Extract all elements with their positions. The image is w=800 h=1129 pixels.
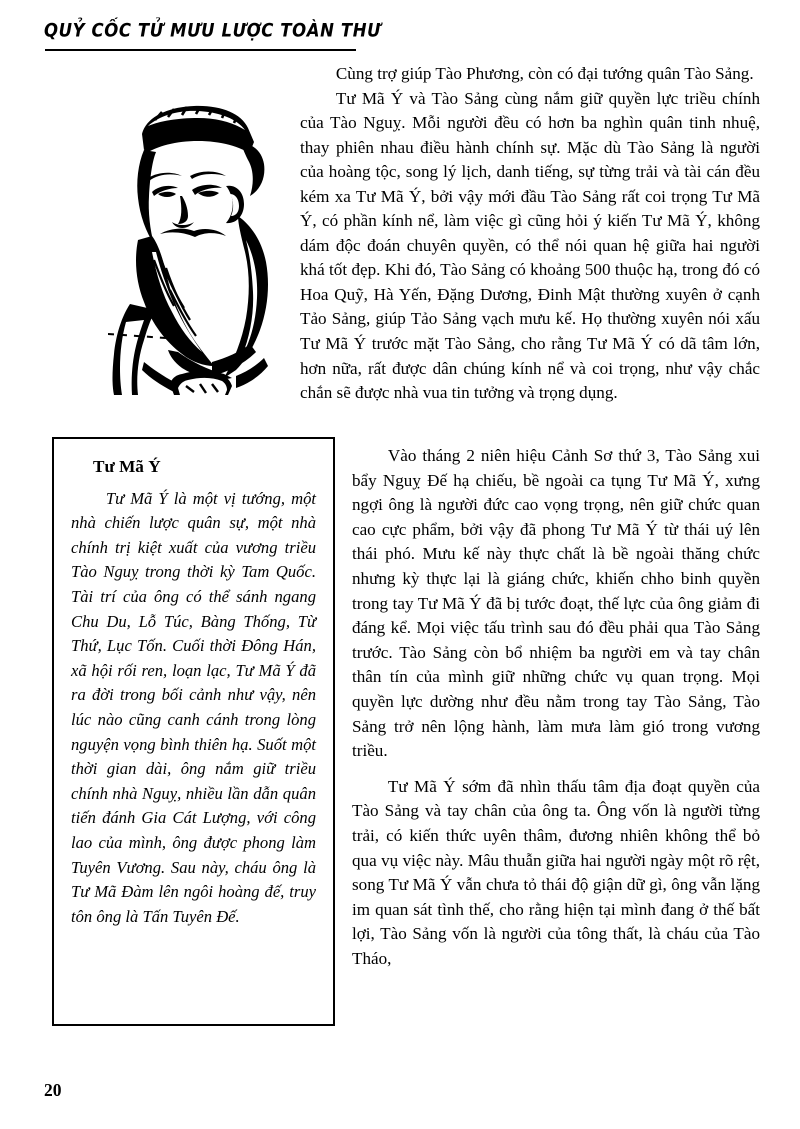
page-number: 20 bbox=[44, 1080, 62, 1100]
running-head-title: QUỶ CỐC TỬ MƯU LƯỢC TOÀN THƯ bbox=[44, 19, 382, 42]
main-text-block bbox=[52, 62, 760, 406]
sidebar-title: Tư Mã Ý bbox=[93, 457, 161, 476]
portrait-illustration bbox=[108, 90, 286, 395]
right-column-paragraph-2: Tư Mã Ý sớm đã nhìn thấu tâm địa đoạt quyền của Tào Sảng và tay chân của ông ta. Ông vốn là người từng trải, có kiến thức uyên thâm, đương nhiên không thể bỏ qua vụ việc này. Mâu thuẫn giữa hai người ngày một rõ rệt, song Tư Mã Ý vẫn chưa tỏ thái độ giận dữ gì, ông vẫn lặng im quan sát tình thế, cho rằng hiện tại mình đang ở thế bất lợi, Tào Sảng vốn là người của tông thất, là cháu của Tào Tháo, bbox=[352, 776, 760, 968]
sidebar-box-tu-ma-y bbox=[52, 437, 335, 1026]
portrait-woodcut-icon bbox=[108, 90, 286, 395]
paragraph-opening: Cùng trợ giúp Tào Phương, còn có đại tướng quân Tào Sảng. bbox=[335, 64, 754, 83]
sidebar-body-text: Tư Mã Ý là một vị tướng, một nhà chiến lược quân sự, một nhà chính trị kiệt xuất của vương triều Tào Nguỵ trong thời kỳ Tam Quốc. Tài trí của ông có thể sánh ngang Chu Du, Lỗ Túc, Bàng Thống, Từ Thứ, Lục Tốn. Cuối thời Đông Hán, xã hội rối ren, loạn lạc, Tư Mã Ý đã ra đời trong bối cảnh như vậy, nên lúc nào cũng canh cánh trong lòng nguyện vọng bình thiên hạ. Suốt một thời gian dài, ông nắm giữ triều chính nhà Nguỵ, nhiều lần dẫn quân tiến đánh Gia Cát Lượng, với công lao của mình, ông được phong làm Tuyên Vương. Sau này, cháu ông là Tư Mã Đàm lên ngôi hoàng đế, truy tôn ông là Tấn Tuyên Đế. bbox=[71, 488, 316, 926]
running-head-rule bbox=[45, 49, 356, 51]
right-column-paragraph-1: Vào tháng 2 niên hiệu Cảnh Sơ thứ 3, Tào Sảng xui bẩy Nguỵ Đế hạ chiếu, bề ngoài ca tụng Tư Mã Ý, xưng ngợi ông là người đức cao vọng trọng, nên giữ chức quan cao cực phẩm, bởi vậy đã phong Tư Mã Ý từ thái uý lên thái phó. Mưu kế này thực chất là bề ngoài thăng chức nhưng kỳ thực lại là giáng chức, khiến chho binh quyền trong tay Tư Mã Ý đã bị tước đoạt, thế lực của ông giảm đi đáng kể. Mọi việc tấu trình sau đó đều phải qua Tào Sảng trước. Tào Sảng còn bổ nhiệm ba người em và tay chân thân tín của mình giữ những chức vụ quan trọng. Mọi quyền lực dường như đều nằm trong tay Tào Sảng, Tào Sảng trở nên lộng hành, làm mưa làm gió trong vương triều. bbox=[352, 446, 760, 761]
running-head bbox=[44, 19, 382, 42]
right-column-text bbox=[352, 444, 760, 971]
two-column-region bbox=[52, 437, 760, 1037]
paragraph-main: Tư Mã Ý và Tào Sảng cùng nắm giữ quyền lực triều chính của Tào Nguỵ. Mỗi người đều có hơn ba nghìn quân tinh nhuệ, thay phiên nhau điều hành chính sự. Mặc dù Tào Sảng là người của hoàng tộc, song lý lịch, danh tiếng, sự từng trải và tài cán đều kém xa Tư Mã Ý, bởi vậy mới đầu Tào Sảng rất coi trọng Tư Mã Ý, có phần kính nể, làm việc gì cũng hỏi ý kiến Tư Mã Ý, không dám độc đoán chuyên quyền, có thể nói quan hệ giữa hai người khá tốt đẹp. Khi đó, Tào Sảng có khoảng 500 thuộc hạ, trong đó có Hoa Quỹ, Hà Yến, Đặng Dương, Đinh Mật thường xuyên ở cạnh Tảo Sảng, giúp Tảo Sảng vạch mưu kế. Họ thường xuyên nói xấu Tư Mã Ý trước mặt Tào Sảng, cho rằng Tư Mã Ý có dã tâm lớn, hơn nữa, rất được dân chúng kính nể và coi trọng, như vậy chắc chắn sẽ được nhà vua tin tưởng và trọng dụng. bbox=[300, 88, 760, 403]
